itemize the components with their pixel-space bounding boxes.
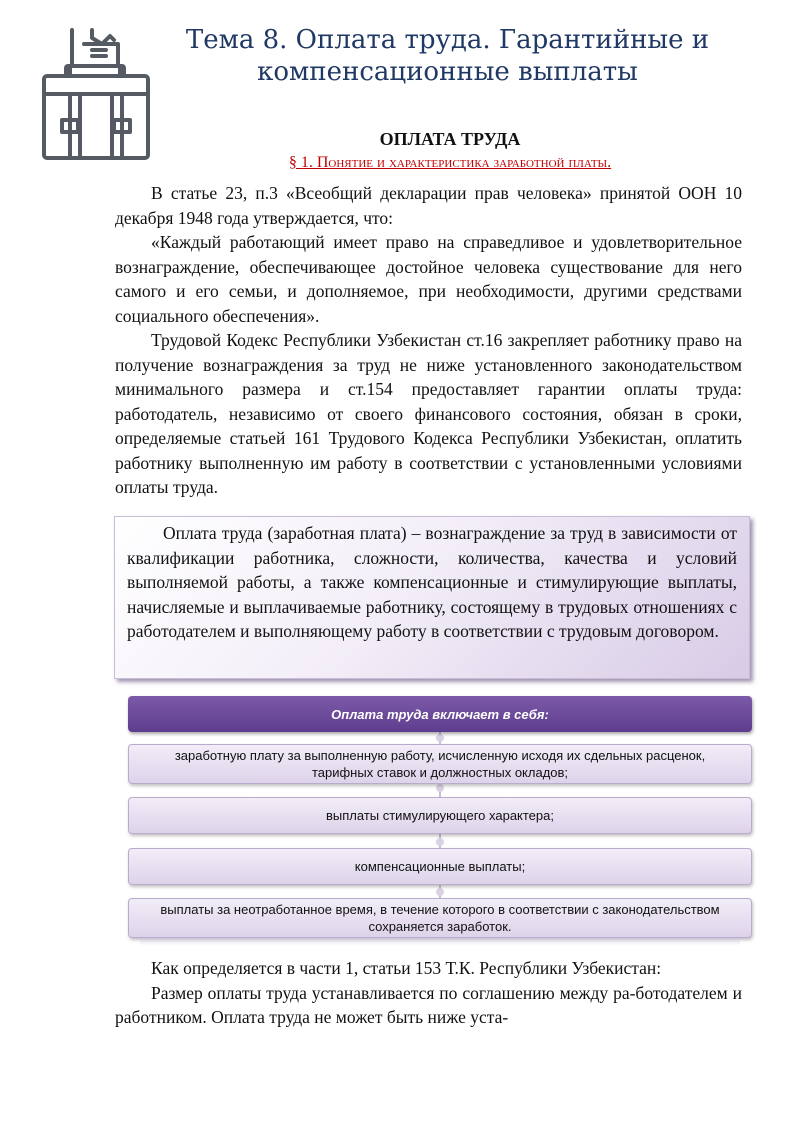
title-line-2: компенсационные выплаты	[257, 57, 638, 87]
diagram-item-2: выплаты стимулирующего характера;	[128, 797, 752, 834]
paragraph-2: «Каждый работающий имеет право на справедливое и удовлетворительное вознаграждение, обеспечивающее достойное человека существование для него самого и его семьи, и дополняемое, при необходимости, другими средствами социального обеспечения».	[115, 232, 742, 326]
title-line-1: Тема 8. Оплата труда. Гарантийные и	[185, 25, 710, 55]
diagram-item-3: компенсационные выплаты;	[128, 848, 752, 885]
definition-box	[114, 516, 750, 679]
paragraph-3: Трудовой Кодекс Республики Узбекистан ст.16 закрепляет работнику право на получение вознаграждения за труд не ниже установленного законодательством минимального размера и ст.154 предоставляет гарантии оплаты труда: работодатель, независимо от своего финансового состояния, обязан в сроки, определяемые статьей 161 Трудового Кодекса Республики Узбекистан, оплатить работнику выполненную им работу в соответствии с установленными условиями оплаты труда.	[115, 330, 742, 497]
page-title	[175, 24, 720, 88]
connector-dot	[436, 888, 444, 896]
diagram-reflection	[140, 938, 740, 946]
paragraph-1: В статье 23, п.3 «Всеобщий декларации прав человека» принятой ООН 10 декабря 1948 года утверждается, что:	[115, 183, 742, 228]
connector-dot	[436, 784, 444, 792]
connector-dot	[436, 734, 444, 742]
diagram-item-4: выплаты за неотработанное время, в течение которого в соответствии с законодательством сохраняется заработок.	[128, 898, 752, 938]
body-text-top	[115, 181, 742, 500]
definition-text: Оплата труда (заработная плата) – вознаграждение за труд в зависимости от квалификации работника, сложности, количества, качества и условий выполняемой работы, а также компенсационные и стимулирующие выплаты, начисляемые и выплачиваемые работнику, состоящему в трудовых отношениях с работодателем и выполняющему работу в соответствии с трудовым договором.	[127, 523, 737, 642]
paragraph-5: Размер оплаты труда устанавливается по соглашению между ра-ботодателем и работником. Оплата труда не может быть ниже уста-	[115, 982, 742, 1027]
diagram-header: Оплата труда включает в себя:	[128, 696, 752, 732]
paragraph-4: Как определяется в части 1, статьи 153 Т.К. Республики Узбекистан:	[151, 958, 662, 978]
connector-dot	[436, 838, 444, 846]
diagram-item-1: заработную плату за выполненную работу, исчисленную исходя их сдельных расценок, тарифных ставок и должностных окладов;	[128, 744, 752, 784]
section-subheading: § 1. Понятие и характеристика заработной платы.	[288, 154, 612, 171]
body-text-bottom	[115, 956, 742, 1030]
section-heading: ОПЛАТА ТРУДА	[379, 129, 521, 149]
